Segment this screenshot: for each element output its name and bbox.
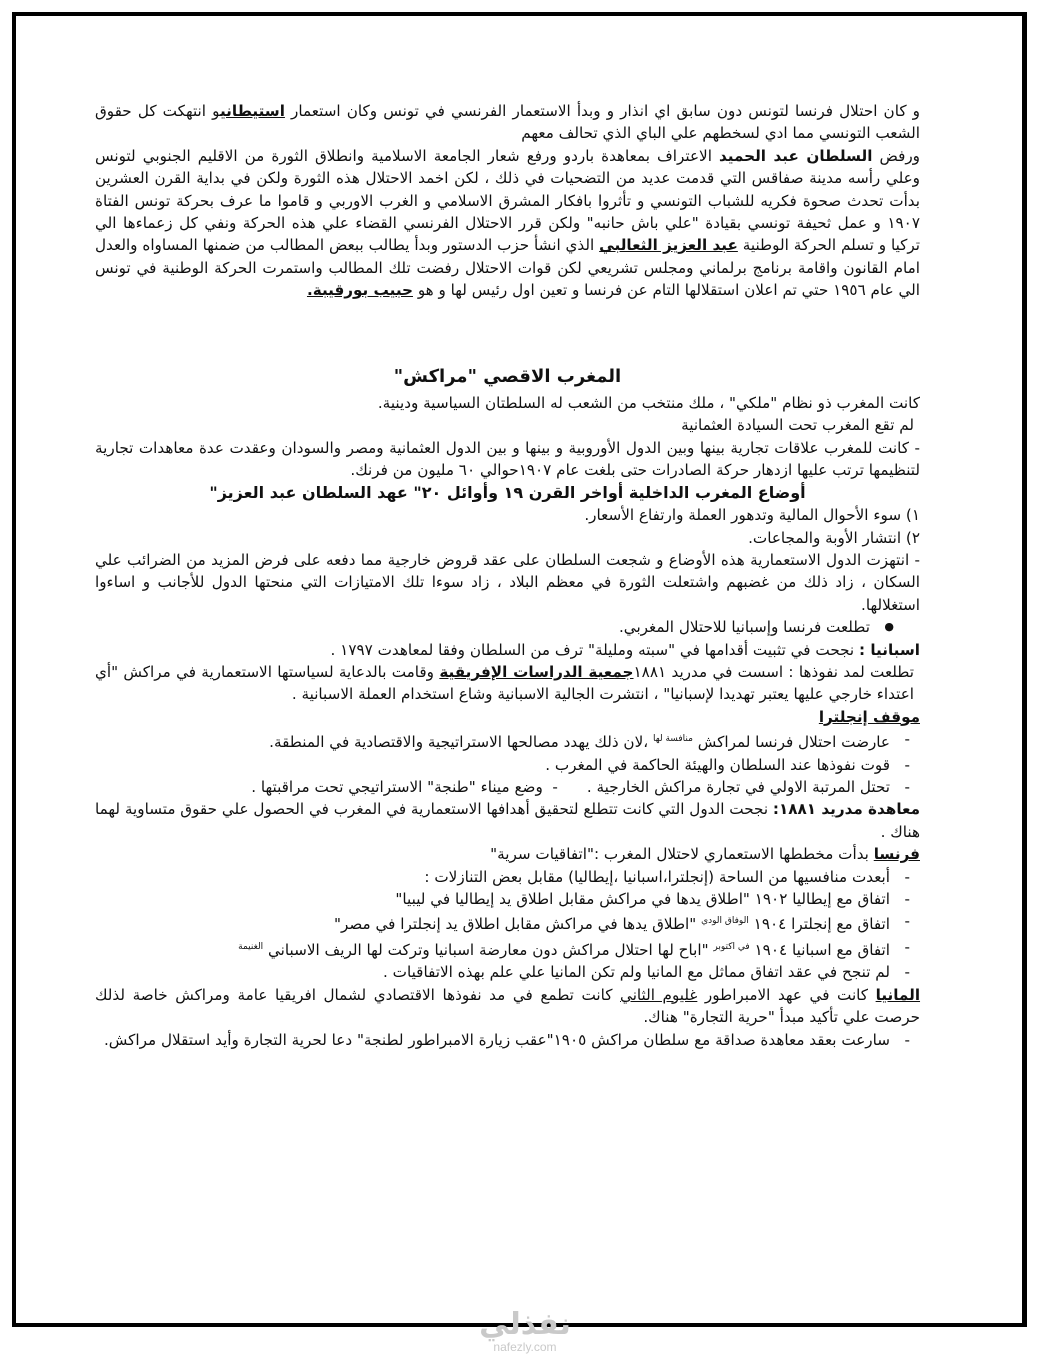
section-subtitle: أوضاع المغرب الداخلية أواخر القرن ١٩ وأوائل ٢٠" عهد السلطان عبد العزيز" (209, 482, 806, 502)
text-run: كانت تطمع في مد نفوذها الاقتصادي لشمال افريقيا عامة ومراكش خاصة لذلك حرصت علي تأكيد مبدأ "حرية التجارة" هناك. (95, 985, 920, 1027)
text-run: تحتل المرتبة الاولي في تجارة مراكش الخارجية . - وضع ميناء "طنجة" الاستراتيجي تحت مراقبتها . (251, 778, 890, 797)
keyword-bourguiba: حبيب بورقيبة. (306, 281, 413, 300)
text-run: اتفاق مع إيطاليا ١٩٠٢ "اطلاق يدها في مراكش مقابل اطلاق يد إيطاليا في ليبيا" (395, 890, 890, 909)
list-item (95, 866, 920, 888)
list-item (95, 961, 920, 983)
list-item: - سارعت بعقد معاهدة صداقة مع سلطان مراكش ١٩٠٥"عقب زيارة الامبراطور لطنجة" دعا لحرية التجارة وأيد استقلال مراكش. (95, 1029, 920, 1051)
text-run: عارضت احتلال فرنسا لمراكش (697, 733, 890, 752)
germany-paragraph (95, 984, 920, 1029)
superscript-note: منافسة لها (652, 734, 693, 745)
superscript-note: الغنيمة (238, 941, 264, 952)
text-run: الاعتراف بمعاهدة باردو ورفع شعار الجامعة الاسلامية وانطلاق الثورة من الاقليم الجنوبي لتونس وعلي رأسه مدينة صفاقس التي قدمت عديد من التضحيات في ذلك ، لكن اخمد الاحتلال هذه الثورة ولكن في بداية القرن العشرين بدأت تحدث صحوة فكريه للشباب التونسي و تأثروا بافكار المشرق الاسلامي و الغرب الاوربي و قاموا ما عرف بحركة تونس الفتاة ١٩٠٧ و عمل ثحيفة تونسي بقيادة "علي باش حانبه" ولكن قرر الاحتلال الفرنسي القضاء علي هذه الحركة ونفي كل زعماءها الي تركيا و تسلم الحركة الوطنية (95, 146, 921, 255)
text-run: تطلعت لمد نفوذها : اسست في مدريد ١٨٨١ (633, 662, 914, 681)
bullet-list (95, 616, 920, 638)
spain-paragraph-2 (95, 661, 920, 706)
text-run: بدأت مخططها الاستعماري لاحتلال المغرب :"اتفاقيات سرية" (490, 845, 869, 864)
keyword-thaalbi: عبد العزيز الثعالبي (599, 236, 738, 255)
france-label: فرنسا (873, 845, 920, 864)
watermark-text-en: nafezly.com (493, 1340, 557, 1354)
numbered-item-1: ١) سوء الأحوال المالية وتدهور العملة وارتفاع الأسعار. (584, 506, 920, 525)
text-run: "اطلاق يدها في مراكش مقابل اطلاق يد إنجلترا في مصر" (334, 915, 697, 934)
germany-label: المانيا (875, 985, 921, 1004)
germany-list (95, 1029, 920, 1051)
keyword-settler: استيطاني (219, 102, 285, 120)
spain-paragraph (95, 639, 920, 661)
text-run: ورفض (879, 146, 921, 165)
superscript-note: الوفاق الودي (701, 916, 749, 927)
text-run: اتفاق مع إنجلترا ١٩٠٤ (753, 915, 890, 934)
watermark-logo (470, 1307, 580, 1354)
list-item (95, 888, 920, 910)
section-title: المغرب الاقصي "مراكش" (393, 365, 622, 387)
text-run: قوت نفوذها عند السلطان والهيئة الحاكمة في المغرب . (545, 755, 890, 774)
list-item (95, 936, 920, 961)
text-run: كانت في عهد الامبراطور (704, 985, 869, 1004)
morocco-line-2: لم تقع المغرب تحت السيادة العثمانية (681, 416, 914, 435)
england-list (95, 728, 920, 798)
tunisia-paragraph-2 (95, 145, 920, 302)
list-item (95, 910, 920, 935)
bullet-item: ● تطلعت فرنسا وإسبانيا للاحتلال المغربي. (95, 616, 920, 638)
text-run: ،لان ذلك يهدد مصالحها الاستراتيجية والاقتصادية في المنطقة. (269, 733, 649, 752)
text-run: و كان احتلال فرنسا لتونس دون سابق اي انذار و وبدأ الاستعمار الفرنسي في تونس وكان استعمار (291, 102, 921, 120)
text-run: "اباح لها احتلال مراكش دون معارضة اسبانيا وتركت لها الريف الاسباني (268, 941, 709, 959)
madrid-label: معاهدة مدريد ١٨٨١: (772, 800, 921, 819)
numbered-item-2: ٢) انتشار الأوبة والمجاعات. (748, 528, 920, 547)
morocco-line-1: كانت المغرب ذو نظام "ملكي" ، ملك منتخب من الشعب له السلطتان السياسية ودينية. (377, 394, 920, 413)
list-item (95, 776, 920, 798)
spain-label: اسبانيا : (858, 640, 920, 659)
morocco-line-4: - انتهزت الدول الاستعمارية هذه الأوضاع و شجعت السلطان على عقد قروض خارجية مما دفعه على فرض المزيد من الضرائب علي السكان ، زاد ذلك من غضبهم واشتعلت الثورة في معظم البلاد ، زاد سوءا تلك الامتيازات التي منحتها الدول للأجانب و اساءوا استغلالها. (95, 550, 920, 614)
text-run: وقامت بالدعاية لسياستها الاستعمارية في مراكش "أي اعتداء خارجي عليها يعتبر تهديدا لإسبانيا" ، انتشرت الجالية الاسبانية وشاع استخدام العملة الاسبانية . (95, 662, 914, 704)
france-list (95, 866, 920, 984)
list-item (95, 754, 920, 776)
text-run: أبعدت منافسيها من الساحة (إنجلترا،اسبانيا ،إيطاليا) مقابل بعض التنازلات : (424, 867, 890, 886)
list-item (95, 728, 920, 753)
watermark-text-ar: نفذلي (479, 1307, 571, 1342)
text-run: نجحت الدول التي كانت تتطلع لتحقيق أهدافها الاستعمارية في المغرب في الحصول علي حقوق متساوية لهما هناك . (95, 800, 920, 841)
england-heading: موقف إنجلترا (818, 707, 920, 726)
text-run: نجحت في تثبيت أقدامها في "سبته ومليلة" ترف من السلطان وفقا لمعاهدت ١٧٩٧ . (330, 640, 855, 659)
document-body (95, 100, 920, 1051)
france-paragraph (95, 843, 920, 865)
text-run: الذي انشأ حزب الدستور وبدأ يطالب ببعض المطالب من ضمنها المساواه والعدل امام القانون واقامة برنامج برلماني ومجلس تشريعي لكن قوات الاحتلال رفضت تلك المطالب واستمرت الحركة الوطنية في تونس الي عام ١٩٥٦ حتي تم اعلان استقلالها التام عن فرنسا و تعين اول رئيس لها و هو (95, 236, 920, 300)
keyword-sultan: السلطان عبد الحميد (719, 146, 873, 165)
madrid-paragraph (95, 798, 920, 843)
text-run: لم تنجح في عقد اتفاق مماثل مع المانيا ولم تكن المانيا علي علم بهذه الاتفاقيات . (383, 963, 890, 982)
keyword-society: جمعية الدراسات الإفريقية (439, 662, 634, 681)
text-run: اتفاق مع اسبانيا ١٩٠٤ (754, 941, 890, 959)
text-run: و انتهكت كل حقوق الشعب التونسي مما ادي لسخطهم علي الباي الذي تحالف معهم (95, 102, 920, 143)
tunisia-paragraph-1 (95, 100, 920, 145)
keyword-wilhelm: غليوم الثاني (620, 985, 698, 1004)
superscript-note: في اكتوبر (713, 941, 750, 952)
morocco-line-3: - كانت للمغرب علاقات تجارية بينها وبين الدول الأوروبية و بينها و بين الدول العثمانية ومصر والسودان وعقدت عدة معاهدات تجارية لتنظيمها ترتب عليها ازدهار حركة الصادرات حتى بلغت عام ١٩٠٧حوالي ٦٠ مليون من فرنك. (95, 438, 920, 480)
